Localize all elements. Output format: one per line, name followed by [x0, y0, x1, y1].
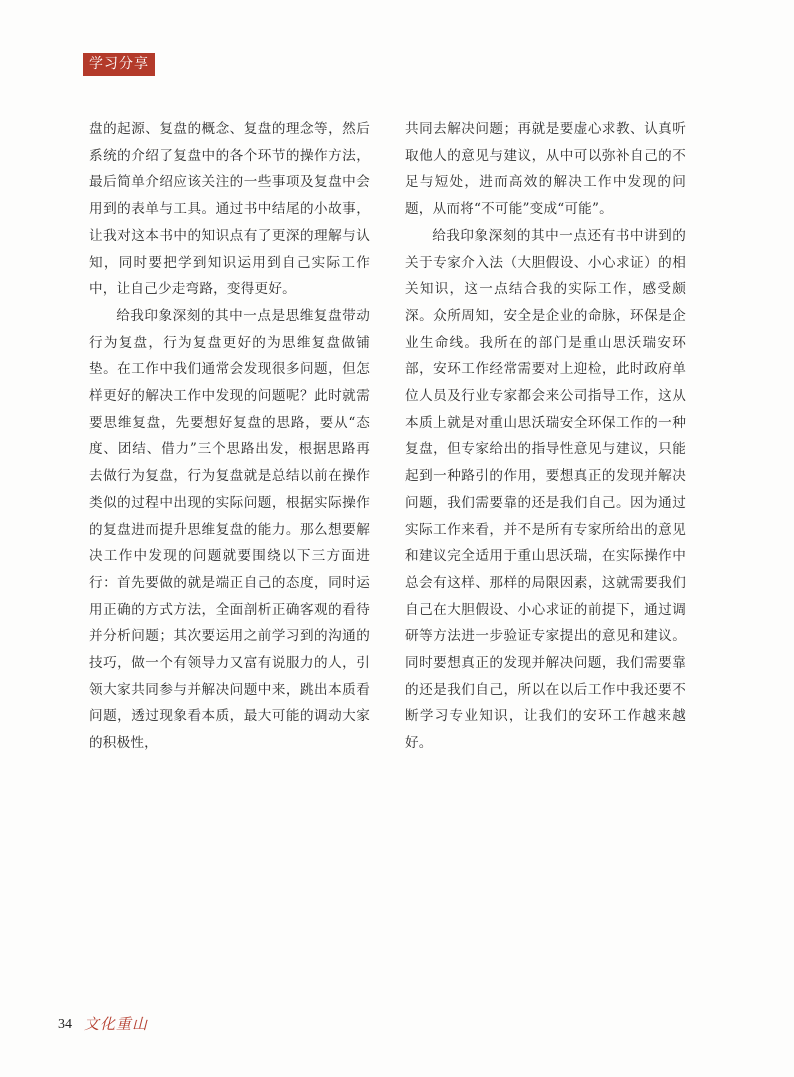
paragraph: 给我印象深刻的其中一点还有书中讲到的关于专家介入法（大胆假设、小心求证）的相关知识，这一点结合我的实际工作，感受颇深。众所周知，安全是企业的命脉，环保是企业生命线。我所在的部门是重山思沃瑞安环部，安环工作经常需要对上迎检，此时政府单位人员及行业专家都会来公司指导工作，这从本质上就是对重山思沃瑞安全环保工作的一种复盘，但专家给出的指导性意见与建议，只能起到一种路引的作用，要想真正的发现并解决问题，我们需要靠的还是我们自己。因为通过实际工作来看，并不是所有专家所给出的意见和建议完全适用于重山思沃瑞，在实际操作中总会有这样、那样的局限因素，这就需要我们自己在大胆假设、小心求证的前提下，通过调研等方法进一步验证专家提出的意见和建议。同时要想真正的发现并解决问题，我们需要靠的还是我们自己，所以在以后工作中我还要不断学习专业知识，让我们的安环工作越来越好。: [405, 227, 686, 752]
page-number: 34: [58, 1017, 72, 1032]
magazine-logo: 文化重山: [84, 1015, 149, 1033]
section-label: 学习分享: [83, 53, 155, 76]
right-column: [405, 116, 686, 757]
paragraph: 给我印象深刻的其中一点是思维复盘带动行为复盘，行为复盘更好的为思维复盘做铺垫。在工作中我们通常会发现很多问题，但怎样更好的解决工作中发现的问题呢？此时就需要思维复盘，先要想好复盘的思路，要从“态度、团结、借力”三个思路出发，根据思路再去做行为复盘，行为复盘就是总结以前在操作类似的过程中出现的实际问题，根据实际操作的复盘进而提升思维复盘的能力。那么想要解决工作中发现的问题就要围绕以下三方面进行：首先要做的就是端正自己的态度，同时运用正确的方式方法，全面剖析正确客观的看待并分析问题；其次要运用之前学习到的沟通的技巧，做一个有领导力又富有说服力的人，引领大家共同参与并解决问题中来，跳出本质看问题，透过现象看本质，最大可能的调动大家的积极性，: [89, 307, 370, 752]
paragraph: 共同去解决问题；再就是要虚心求教、认真听取他人的意见与建议，从中可以弥补自己的不足与短处，进而高效的解决工作中发现的问题，从而将“不可能”变成“可能”。: [405, 121, 686, 218]
left-column: [89, 116, 370, 757]
paragraph: 盘的起源、复盘的概念、复盘的理念等，然后系统的介绍了复盘中的各个环节的操作方法，最后简单介绍应该关注的一些事项及复盘中会用到的表单与工具。通过书中结尾的小故事，让我对这本书中的知识点有了更深的理解与认知，同时要把学到知识运用到自己实际工作中，让自己少走弯路，变得更好。: [89, 121, 370, 298]
